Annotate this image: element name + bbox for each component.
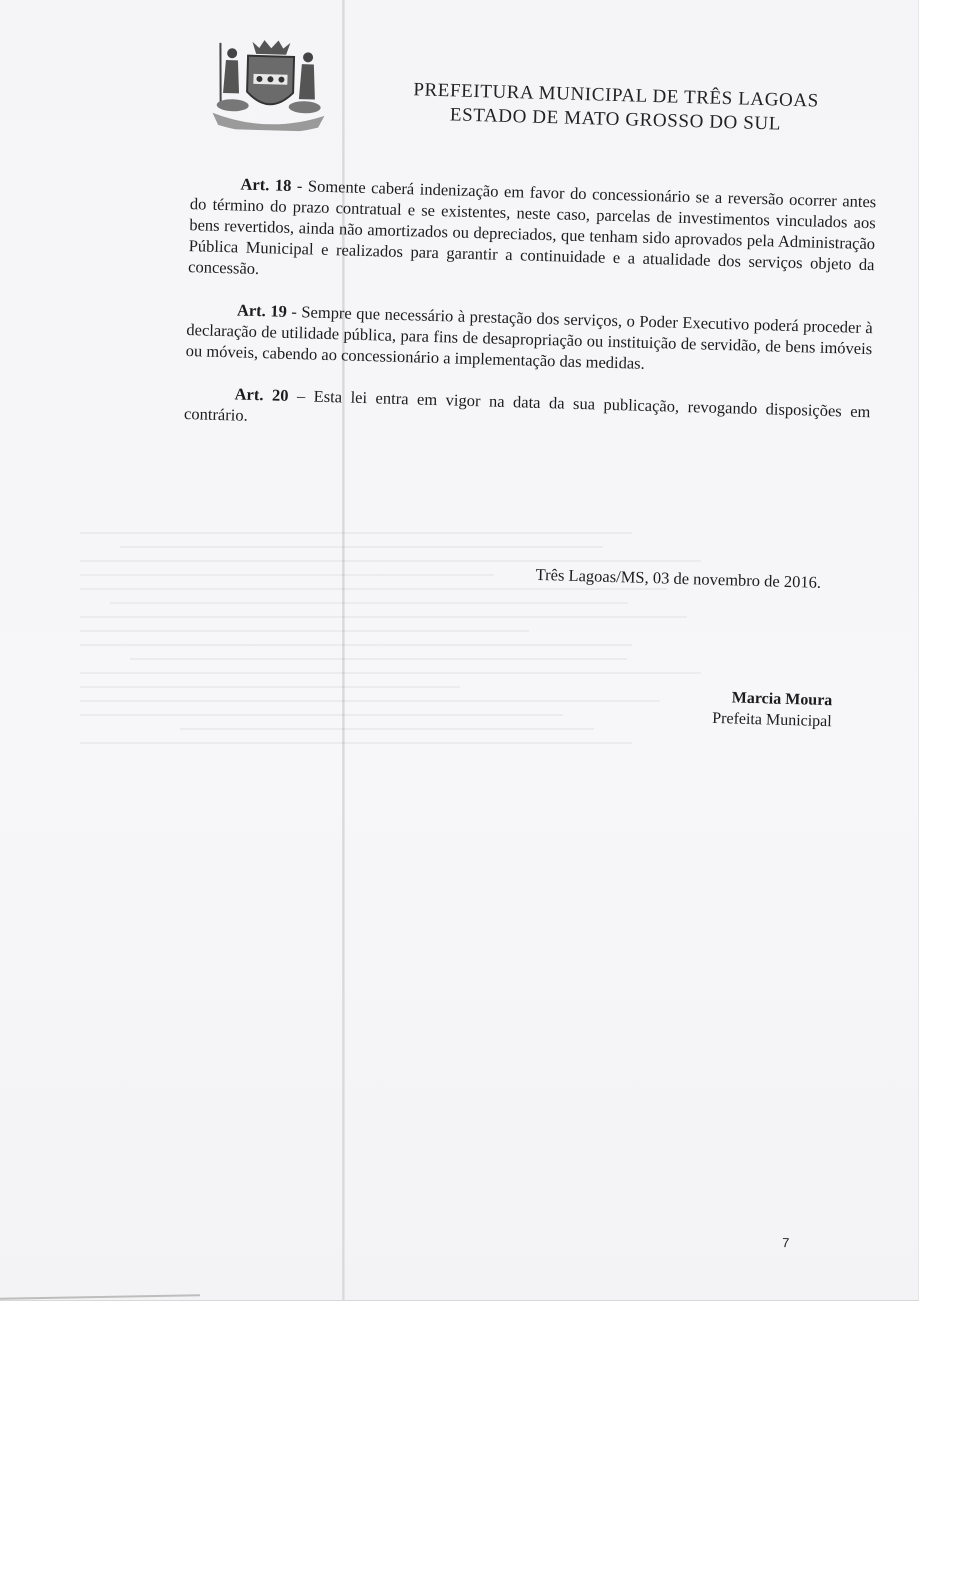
- article-separator: –: [288, 385, 314, 406]
- municipal-coat-of-arms-icon: [206, 33, 333, 132]
- signatory-title: Prefeita Municipal: [712, 709, 832, 731]
- article-18: [188, 172, 877, 296]
- signatory-name: Marcia Moura: [731, 689, 833, 710]
- article-20: [184, 382, 871, 443]
- page-edge-shadow: [0, 1294, 200, 1299]
- article-separator: -: [286, 301, 302, 322]
- page-number: 7: [781, 1235, 790, 1251]
- article-label: Art. 18: [240, 174, 292, 195]
- letterhead: [400, 78, 831, 138]
- article-separator: -: [291, 175, 309, 196]
- article-19: [186, 298, 873, 380]
- letterhead-title: PREFEITURA MUNICIPAL DE TRÊS LAGOAS: [413, 79, 820, 112]
- article-label: Art. 19: [236, 300, 288, 321]
- letterhead-subtitle: ESTADO DE MATO GROSSO DO SUL: [449, 104, 782, 135]
- article-text: Sempre que necessário à prestação dos serviços, o Poder Executivo poderá proceder à declaração de utilidade pública, para fins de desapropriação ou instituição de servidão, de bens imóveis ou móveis, cabendo ao concessionário a implementação das medidas.: [185, 302, 873, 373]
- document-body: [183, 172, 876, 464]
- signature-block: [632, 685, 833, 733]
- article-text: Somente caberá indenização em favor do concessionário se a reversão ocorrer antes do término do prazo contratual e se existentes, neste caso, parcelas de investimentos vinculados aos bens revertidos, ainda não amortizados ou depreciados, que tenham sido aprovados pela Administração Pública Municipal e realizados para garantir a continuidade e a atualidade dos serviços objeto da concessão.: [187, 176, 877, 279]
- dateline: Três Lagoas/MS, 03 de novembro de 2016.: [535, 564, 822, 592]
- article-text: Esta lei entra em vigor na data da sua publicação, revogando disposições em contrário.: [183, 386, 871, 425]
- article-label: Art. 20: [234, 384, 289, 405]
